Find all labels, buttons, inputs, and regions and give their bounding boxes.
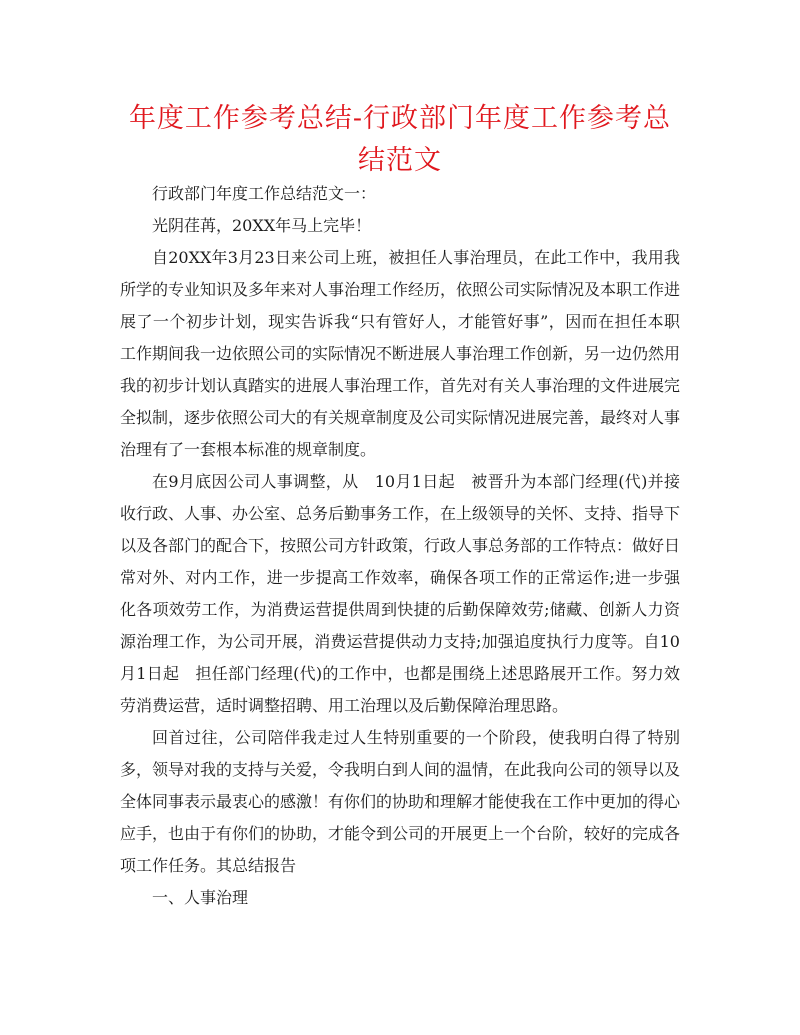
- document-title: 年度工作参考总结-行政部门年度工作参考总结范文: [128, 103, 672, 176]
- paragraph-promotion: 在9月底因公司人事调整，从 10月1日起 被晋升为本部门经理(代)并接收行政、人事、办公室、总务后勤事务工作，在上级领导的关怀、支持、指导下以及各部门的配合下，按照公司方针政策，行政人事总务部的工作特点：做好日常对外、对内工作，进一步提高工作效率，确保各项工作的正常运作;进一步强化各项效劳工作，为消费运营提供周到快捷的后勤保障效劳;储藏、创新人力资源治理工作，为公司开展，消费运营提供动力支持;加强追度执行力度等。自10月1日起 担任部门经理(代)的工作中，也都是围绕上述思路展开工作。努力效劳消费运营，适时调整招聘、用工治理以及后勤保障治理思路。: [120, 472, 681, 715]
- document-body: [120, 178, 680, 914]
- paragraph-gratitude: 回首过往，公司陪伴我走过人生特别重要的一个阶段，使我明白得了特别多，领导对我的支持与关爱，令我明白到人间的温情，在此我向公司的领导以及全体同事表示最衷心的感激！有你们的协助和理解才能使我在工作中更加的得心应手，也由于有你们的协助，才能令到公司的开展更上一个台阶，较好的完成各项工作任务。其总结报告: [120, 728, 681, 875]
- paragraph-intro: 行政部门年度工作总结范文一：: [152, 184, 377, 203]
- paragraph-opening: 光阴荏苒，20XX年马上完毕！: [152, 216, 372, 235]
- paragraph-hr-work: 自20XX年3月23日来公司上班，被担任人事治理员，在此工作中，我用我所学的专业知识及多年来对人事治理工作经历，依照公司实际情况及本职工作进展了一个初步计划，现实告诉我“只有管好人，才能管好事”，因而在担任本职工作期间我一边依照公司的实际情况不断进展人事治理工作创新，另一边仍然用我的初步计划认真踏实的进展人事治理工作，首先对有关人事治理的文件进展完全拟制，逐步依照公司大的有关规章制度及公司实际情况进展完善，最终对人事治理有了一套根本标准的规章制度。: [120, 248, 681, 459]
- section-heading-hr: 一、人事治理: [152, 888, 249, 907]
